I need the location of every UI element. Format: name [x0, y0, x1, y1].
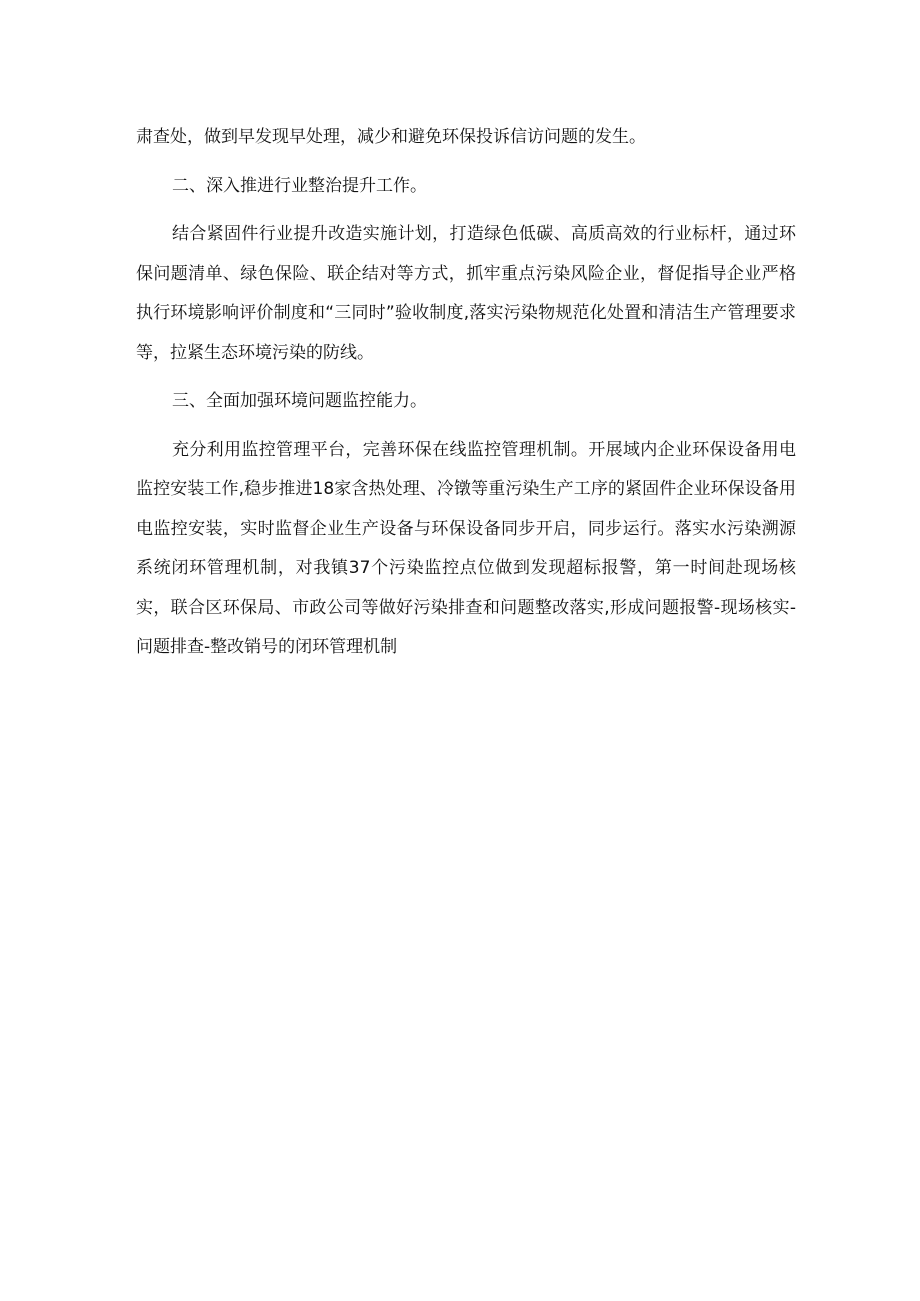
paragraph-industry-rectification: 结合紧固件行业提升改造实施计划，打造绿色低碳、高质高效的行业标杆，通过环保问题清单、绿色保险、联企结对等方式，抓牢重点污染风险企业，督促指导企业严格执行环境影响评价制度和“三同时”验收制度,落实污染物规范化处置和清洁生产管理要求等，拉紧生态环境污染的防线。	[136, 224, 796, 363]
paragraph-intro: 肃查处，做到早发现早处理，减少和避免环保投诉信访问题的发生。	[136, 127, 646, 147]
section-heading-2: 二、深入推进行业整治提升工作。	[172, 175, 427, 196]
document-body	[136, 118, 796, 668]
paragraph-monitoring-capability: 充分利用监控管理平台，完善环保在线监控管理机制。开展域内企业环保设备用电监控安装工作,稳步推进18家含热处理、冷镦等重污染生产工序的紧固件企业环保设备用电监控安装，实时监督企业生产设备与环保设备同步开启，同步运行。落实水污染溯源系统闭环管理机制，对我镇37个污染监控点位做到发现超标报警，第一时间赴现场核实，联合区环保局、市政公司等做好污染排查和问题整改落实,形成问题报警-现场核实-问题排查-整改销号的闭环管理机制	[136, 439, 796, 657]
section-heading-3: 三、全面加强环境问题监控能力。	[172, 391, 427, 411]
